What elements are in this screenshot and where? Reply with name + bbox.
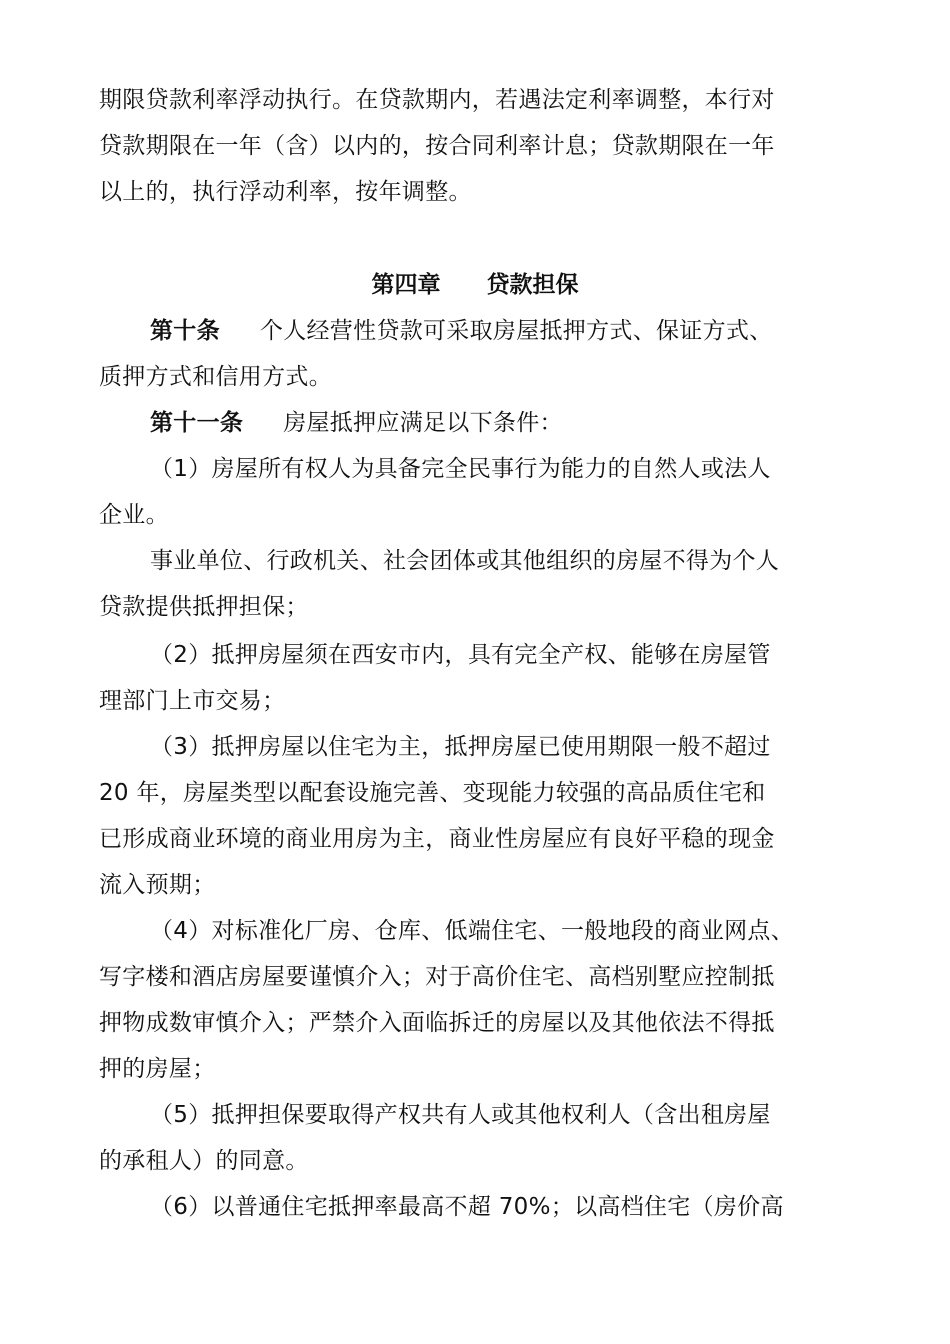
paragraph-line: 期限贷款利率浮动执行。在贷款期内，若遇法定利率调整，本行对 [99, 87, 775, 113]
paragraph-line: 以上的，执行浮动利率，按年调整。 [99, 179, 472, 205]
paragraph-line: （5）抵押担保要取得产权共有人或其他权利人（含出租房屋 [150, 1102, 771, 1128]
paragraph-line: 流入预期； [99, 872, 216, 898]
paragraph-line: 押物成数审慎介入；严禁介入面临拆迁的房屋以及其他依法不得抵 [99, 1010, 775, 1036]
paragraph-line: 质押方式和信用方式。 [99, 364, 332, 390]
article-11-line [150, 400, 563, 446]
paragraph-line: 理部门上市交易； [99, 688, 286, 714]
paragraph-line: 贷款提供抵押担保； [99, 594, 309, 620]
paragraph-line: 事业单位、行政机关、社会团体或其他组织的房屋不得为个人 [150, 548, 780, 574]
paragraph-line: 20 年，房屋类型以配套设施完善、变现能力较强的高品质住宅和 [99, 780, 766, 806]
paragraph-line: 企业。 [99, 502, 169, 528]
chapter-heading: 第四章 贷款担保 [371, 272, 579, 298]
paragraph-line: 已形成商业环境的商业用房为主，商业性房屋应有良好平稳的现金 [99, 826, 775, 852]
article-10-text: 个人经营性贷款可采取房屋抵押方式、保证方式、 [259, 318, 773, 344]
paragraph-line: 写字楼和酒店房屋要谨慎介入；对于高价住宅、高档别墅应控制抵 [99, 964, 775, 990]
paragraph-line: 的承租人）的同意。 [99, 1148, 309, 1174]
article-10-label: 第十条 [150, 318, 220, 344]
paragraph-line: （6）以普通住宅抵押率最高不超 70%；以高档住宅（房价高 [150, 1194, 784, 1220]
paragraph-line: 贷款期限在一年（含）以内的，按合同利率计息；贷款期限在一年 [99, 133, 775, 159]
paragraph-line: （4）对标准化厂房、仓库、低端住宅、一般地段的商业网点、 [150, 918, 795, 944]
article-11-text: 房屋抵押应满足以下条件： [283, 410, 563, 436]
article-10-line [150, 308, 773, 354]
paragraph-line: （1）房屋所有权人为具备完全民事行为能力的自然人或法人 [150, 456, 771, 482]
paragraph-line: 押的房屋； [99, 1056, 216, 1082]
paragraph-line: （3）抵押房屋以住宅为主，抵押房屋已使用期限一般不超过 [150, 734, 771, 760]
paragraph-line: （2）抵押房屋须在西安市内，具有完全产权、能够在房屋管 [150, 642, 771, 668]
article-11-label: 第十一条 [150, 410, 244, 436]
